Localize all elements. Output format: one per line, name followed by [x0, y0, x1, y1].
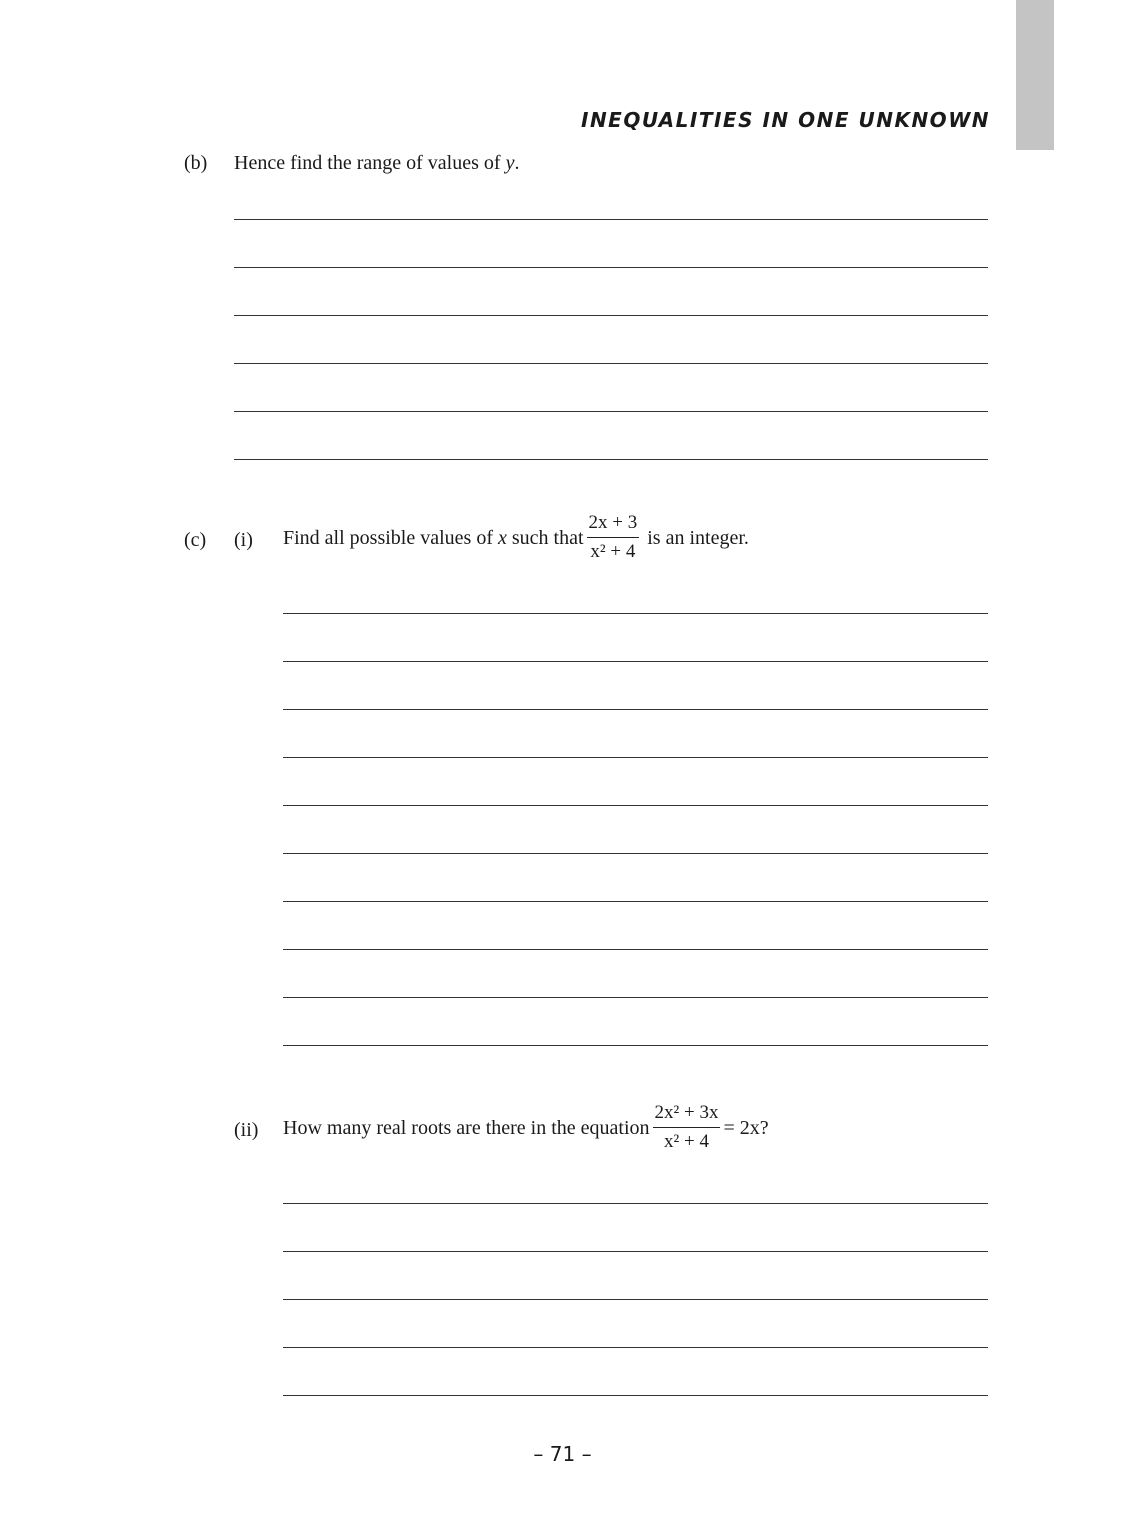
answer-line [283, 1395, 988, 1396]
answer-line [283, 949, 988, 950]
fraction-c-i [587, 509, 640, 566]
fraction-numerator: 2x² + 3x [654, 1102, 719, 1123]
answer-line [283, 805, 988, 806]
fraction-numerator: 2x + 3 [588, 512, 638, 533]
fraction-denominator: x² + 4 [590, 541, 636, 562]
answer-line [234, 411, 988, 412]
answer-line [283, 709, 988, 710]
answer-line [283, 613, 988, 614]
page-number: – 71 – [533, 1442, 592, 1466]
part-c-i-text-mid: such that [506, 527, 584, 550]
answer-line [283, 1251, 988, 1252]
answer-line [283, 1299, 988, 1300]
part-c-ii-label: (ii) [234, 1119, 259, 1141]
part-c-ii-question [283, 1101, 769, 1158]
part-b-period: . [514, 152, 520, 174]
part-c-i-variable: x [497, 527, 507, 550]
answer-line [234, 363, 988, 364]
answer-line [283, 853, 988, 854]
answer-line [234, 267, 988, 268]
part-b-question [234, 151, 519, 175]
answer-line [283, 1347, 988, 1348]
answer-line [283, 997, 988, 998]
part-c-ii-text-after: = 2x? [723, 1117, 769, 1140]
part-c-label: (c) [184, 529, 207, 551]
answer-line [283, 757, 988, 758]
part-c-i-text-after: is an integer. [642, 527, 749, 550]
part-c-i-text-before: Find all possible values of [283, 527, 498, 550]
part-b-variable: y [505, 152, 515, 174]
answer-line [283, 901, 988, 902]
chapter-side-tab [1016, 0, 1054, 150]
answer-line [283, 1203, 988, 1204]
chapter-header: INEQUALITIES IN ONE UNKNOWN [581, 108, 990, 132]
fraction-c-ii [653, 1099, 721, 1156]
answer-line [283, 661, 988, 662]
part-b-label: (b) [184, 152, 208, 174]
answer-line [234, 459, 988, 460]
part-b-text: Hence find the range of values of [234, 152, 506, 174]
part-c-i-question [283, 511, 749, 568]
answer-line [234, 219, 988, 220]
answer-line [283, 1045, 988, 1046]
part-c-ii-text-before: How many real roots are there in the equation [283, 1117, 650, 1140]
answer-line [234, 315, 988, 316]
part-c-i-label: (i) [234, 529, 253, 551]
fraction-denominator: x² + 4 [664, 1131, 709, 1152]
